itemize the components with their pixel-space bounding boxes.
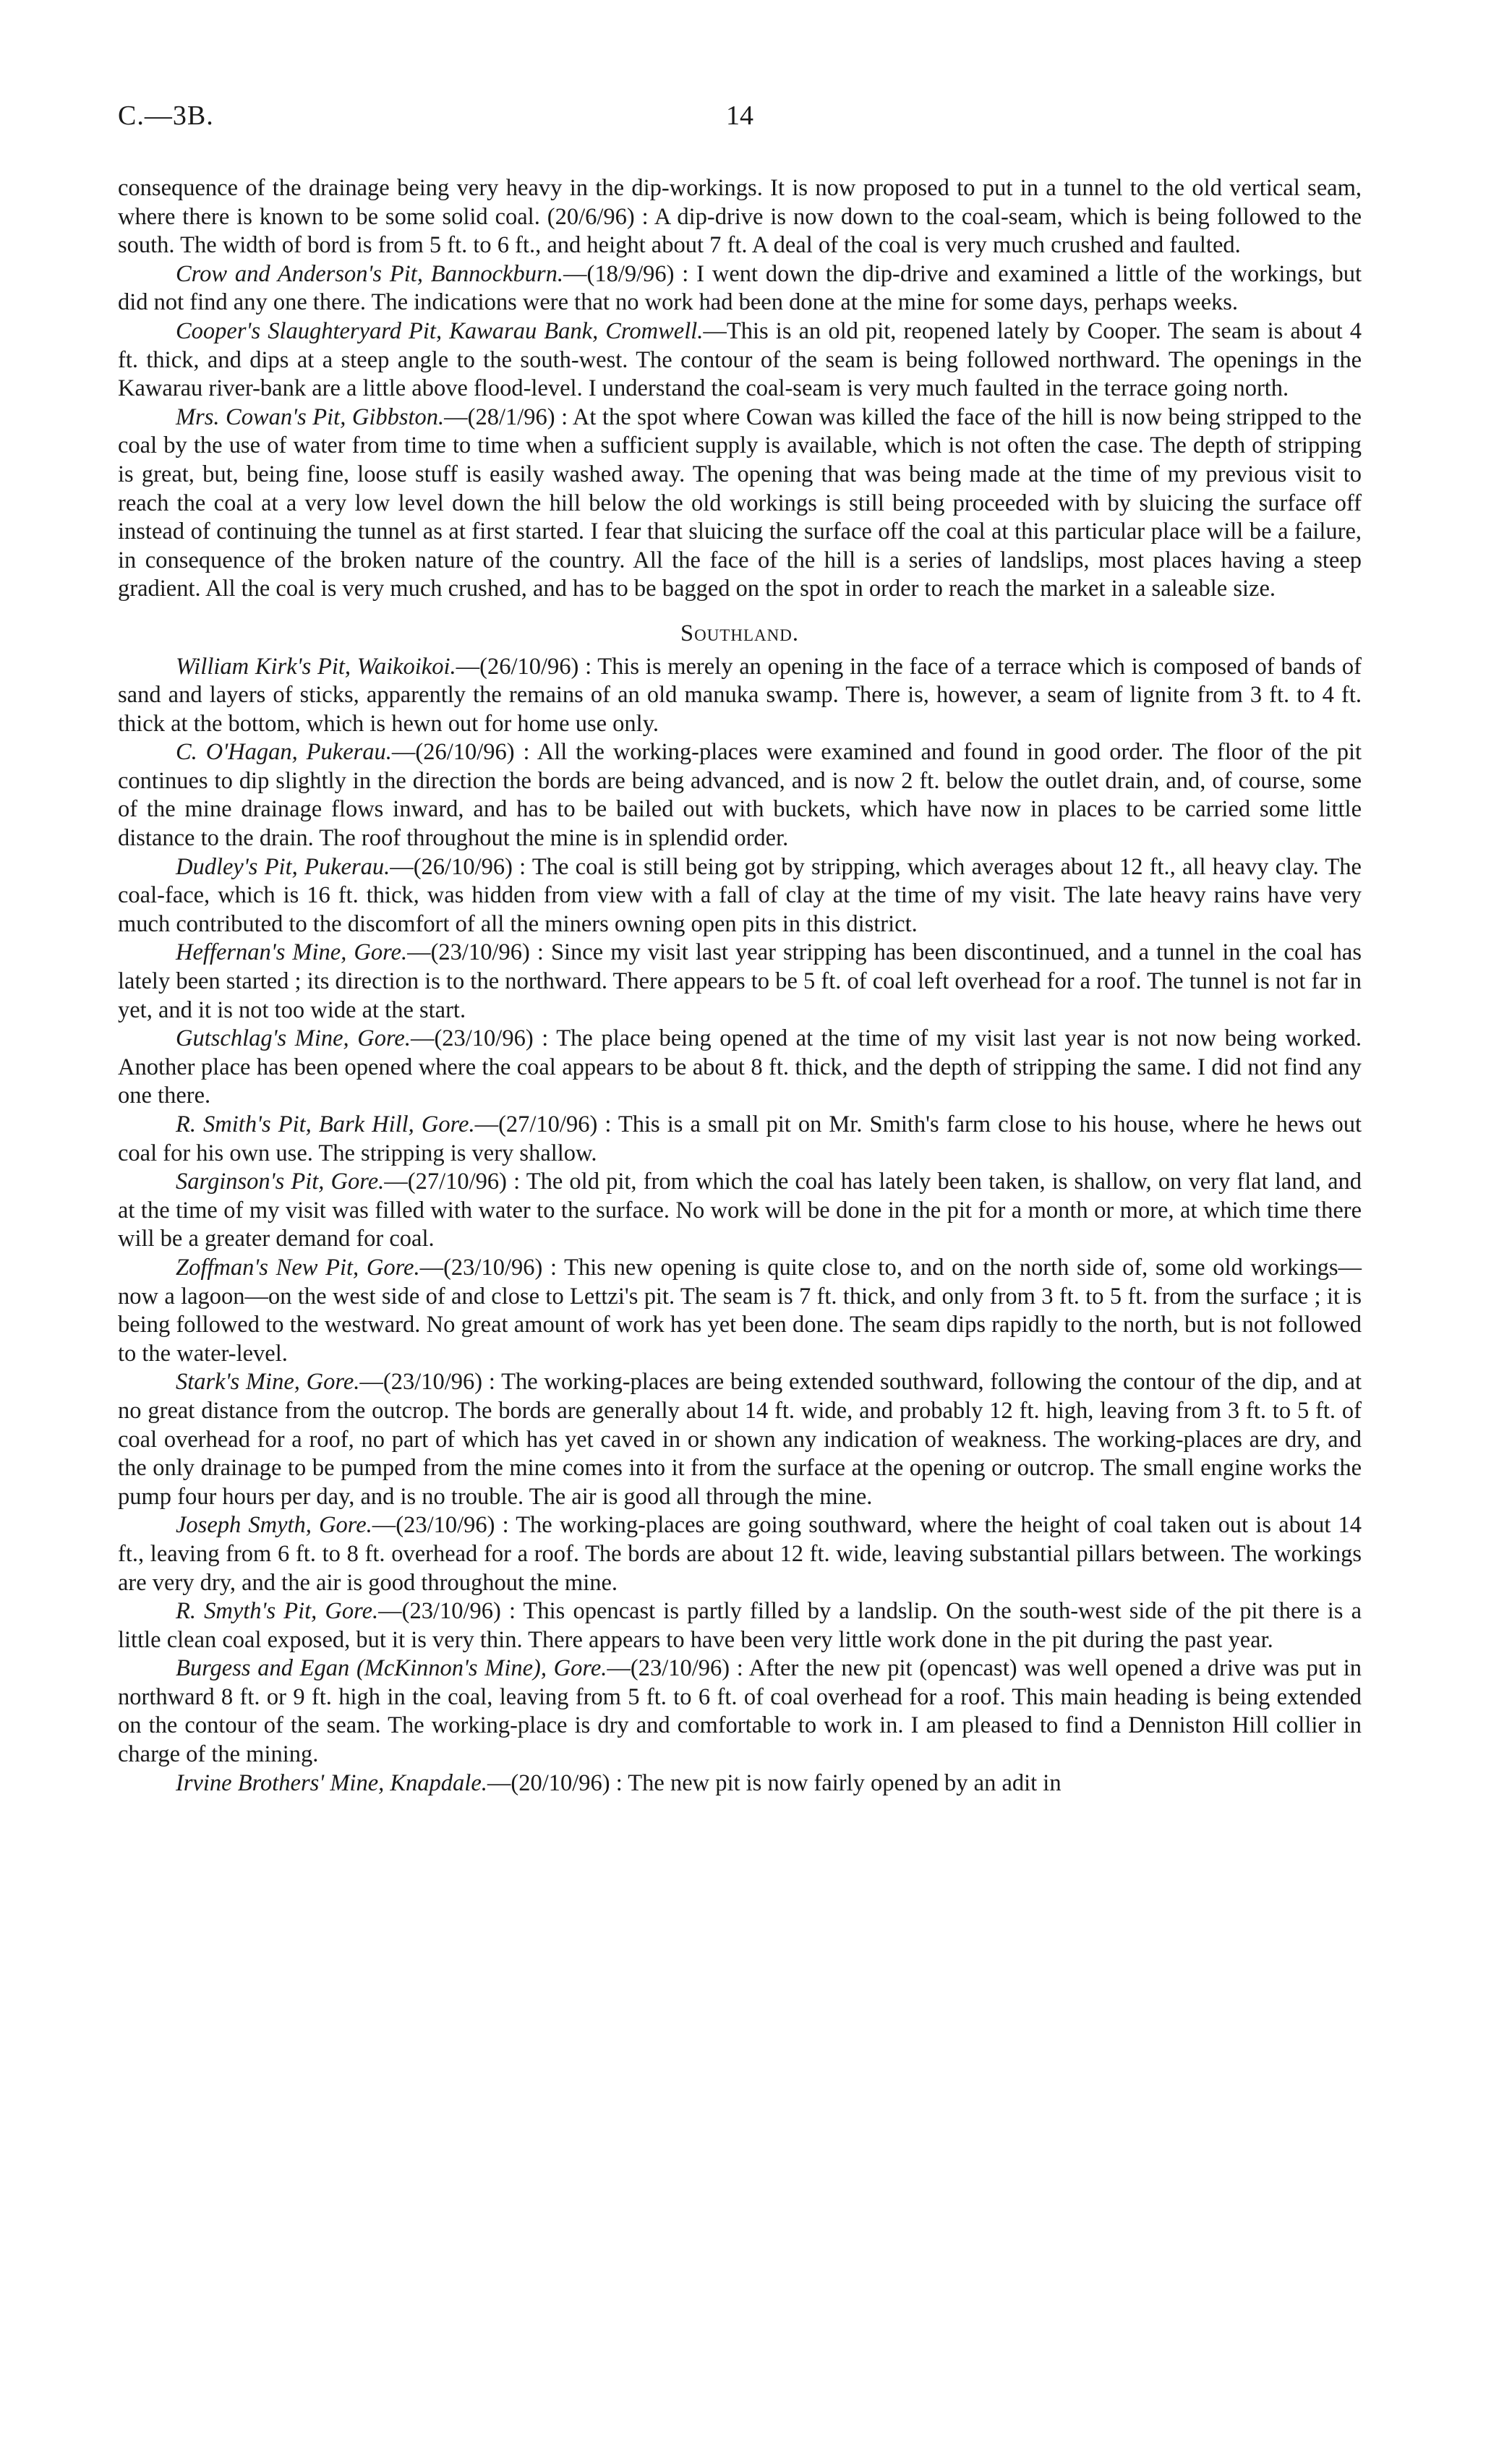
- paragraph-r-smith: [118, 1111, 1362, 1168]
- paragraph-crow-anderson: [118, 260, 1362, 317]
- paragraph-continuation: consequence of the drainage being very heavy in the dip-workings. It is now proposed to put in a tunnel to the old vertical seam, where there is known to be some solid coal. (20/6/96) : A dip-drive is now down to the coal-seam, which is being followed to the south. The width of bord is from 5 ft. to 6 ft., and height about 7 ft. A deal of the coal is very much crushed and faulted.: [118, 175, 1362, 259]
- paragraph-title: R. Smith's Pit, Bark Hill, Gore.: [176, 1111, 475, 1137]
- paragraph-text: —(23/10/96) : The working-places are going southward, where the height of coal taken out is about 14 ft., leaving from 6 ft. to 8 ft. overhead for a roof. The bords are about 12 ft. wide, leaving substantial pillars between. The workings are very dry, and the air is good throughout the mine.: [118, 1512, 1362, 1596]
- paragraph-joseph-smyth: [118, 1511, 1362, 1597]
- page-reference: C.—3B.: [118, 101, 214, 131]
- paragraph-text: —(18/9/96) : I went down the dip-drive and examined a little of the workings, but did not find any one there. The indications were that no work had been done at the mine for some days, perhaps weeks.: [118, 260, 1362, 316]
- paragraph-heffernan: [118, 939, 1362, 1025]
- paragraph-cowan: [118, 403, 1362, 604]
- southland-paragraphs: [118, 653, 1362, 1798]
- paragraph-burgess-egan: [118, 1654, 1362, 1769]
- page-number: 14: [726, 101, 753, 131]
- paragraph-title: Crow and Anderson's Pit, Bannockburn.: [176, 260, 564, 287]
- paragraph-text: —(27/10/96) : The old pit, from which the coal has lately been taken, is shallow, on very flat land, and at the time of my visit was filled with water to the surface. No work will be done in the pit for a month or more, at which time there will be a greater demand for coal.: [118, 1169, 1362, 1252]
- paragraph-text: —(20/10/96) : The new pit is now fairly opened by an adit in: [487, 1769, 1062, 1796]
- paragraph-cooper: [118, 317, 1362, 403]
- paragraph-r-smyth: [118, 1597, 1362, 1654]
- paragraph-text: —(26/10/96) : This is merely an opening in the face of a terrace which is composed of bands of sand and layers of sticks, apparently the remains of an old manuka swamp. There is, however, a seam of lignite from 3 ft. to 4 ft. thick at the bottom, which is hewn out for home use only.: [118, 653, 1362, 737]
- paragraph-text: —(26/10/96) : All the working-places were examined and found in good order. The floor of the pit continues to dip slightly in the direction the bords are being advanced, and is now 2 ft. below the outlet drain, and, of course, some of the mine drainage flows inward, and has to be bailed out with buckets, which have now in places to be carried some little distance to the drain. The roof throughout the mine is in splendid order.: [118, 739, 1362, 852]
- paragraph-title: R. Smyth's Pit, Gore.: [176, 1598, 379, 1625]
- paragraph-text: —(23/10/96) : The place being opened at the time of my visit last year is not now being worked. Another place has been opened where the coal appears to be about 8 ft. thick, and the depth of stripping the same. I did not find any one there.: [118, 1025, 1362, 1109]
- paragraph-gutschlag: [118, 1025, 1362, 1111]
- document-body: [118, 174, 1362, 1798]
- paragraph-title: C. O'Hagan, Pukerau.: [176, 739, 392, 766]
- paragraph-text: —(23/10/96) : Since my visit last year stripping has been discontinued, and a tunnel in the coal has lately been started ; its direction is to the northward. There appears to be 5 ft. of coal left overhead for a roof. The tunnel is not far in yet, and it is not too wide at the start.: [118, 939, 1362, 1023]
- paragraph-text: —This is an old pit, reopened lately by Cooper. The seam is about 4 ft. thick, and dips at a steep angle to the south-west. The contour of the seam is being followed northward. The openings in the Kawarau river-bank are a little above flood-level. I understand the coal-seam is very much faulted in the terrace going north.: [118, 317, 1362, 402]
- paragraph-title: Zoffman's New Pit, Gore.: [176, 1254, 420, 1281]
- paragraph-text: —(26/10/96) : The coal is still being got by stripping, which averages about 12 ft., all heavy clay. The coal-face, which is 16 ft. thick, was hidden from view with a fall of clay at the time of my visit. The late heavy rains have very much contributed to the discomfort of all the miners owning open pits in this district.: [118, 853, 1362, 937]
- paragraph-text: —(23/10/96) : The working-places are being extended southward, following the contour of the dip, and at no great distance from the outcrop. The bords are generally about 14 ft. wide, and probably 12 ft. high, leaving from 3 ft. to 5 ft. of coal overhead for a roof, no part of which has yet caved in or shown any indication of weakness. The working-places are dry, and the only drainage to be pumped from the mine comes into it from the surface at the opening or outcrop. The small engine works the pump four hours per day, and is no trouble. The air is good all through the mine.: [118, 1369, 1362, 1510]
- page-header: [118, 100, 1362, 136]
- paragraph-dudley: [118, 853, 1362, 939]
- paragraph-title: Burgess and Egan (McKinnon's Mine), Gore.: [176, 1655, 607, 1682]
- paragraph-zoffman: [118, 1254, 1362, 1368]
- paragraph-text: —(23/10/96) : This new opening is quite close to, and on the north side of, some old workings—now a lagoon—on the west side of and close to Lettzi's pit. The seam is 7 ft. thick, and only from 3 ft. to 5 ft. from the surface ; it is being followed to the westward. No great amount of work has yet been done. The seam dips rapidly to the north, but is not followed to the water-level.: [118, 1254, 1362, 1367]
- paragraph-text: —(23/10/96) : This opencast is partly filled by a landslip. On the south-west side of the pit there is a little clean coal exposed, but it is very thin. There appears to have been very little work done in the pit during the past year.: [118, 1598, 1362, 1653]
- paragraph-title: Mrs. Cowan's Pit, Gibbston.: [176, 403, 445, 430]
- top-paragraphs: [118, 174, 1362, 604]
- paragraph-title: Sarginson's Pit, Gore.: [176, 1169, 385, 1195]
- paragraph-title: Dudley's Pit, Pukerau.: [176, 853, 390, 880]
- section-heading: Southland.: [680, 620, 799, 646]
- paragraph-title: Heffernan's Mine, Gore.: [176, 939, 408, 966]
- paragraph-sarginson: [118, 1168, 1362, 1254]
- paragraph-title: Irvine Brothers' Mine, Knapdale.: [176, 1769, 487, 1796]
- paragraph-text: —(28/1/96) : At the spot where Cowan was killed the face of the hill is now being stripped to the coal by the use of water from time to time when a sufficient supply is available, which is not often the case. The depth of stripping is great, but, being fine, loose stuff is easily washed away. The opening that was being made at the time of my previous visit to reach the coal at a very low level down the hill below the old workings is still being proceeded with by sluicing the surface off instead of continuing the tunnel as at first started. I fear that sluicing the surface off the coal at this particular place will be a failure, in consequence of the broken nature of the country. All the face of the hill is a series of landslips, most places having a steep gradient. All the coal is very much crushed, and has to be bagged on the spot in order to reach the market in a saleable size.: [118, 403, 1362, 602]
- paragraph-text: —(27/10/96) : This is a small pit on Mr. Smith's farm close to his house, where he hews out coal for his own use. The stripping is very shallow.: [118, 1111, 1362, 1166]
- paragraph-text: —(23/10/96) : After the new pit (opencast) was well opened a drive was put in northward 8 ft. or 9 ft. high in the coal, leaving from 5 ft. to 6 ft. of coal overhead for a roof. This main heading is being extended on the contour of the seam. The working-place is dry and comfortable to work in. I am pleased to find a Denniston Hill collier in charge of the mining.: [118, 1655, 1362, 1768]
- paragraph-ohagan: [118, 738, 1362, 853]
- paragraph-irvine-brothers: [118, 1769, 1362, 1798]
- paragraph-stark: [118, 1368, 1362, 1511]
- paragraph-title: Gutschlag's Mine, Gore.: [176, 1025, 411, 1052]
- paragraph-kirk: [118, 653, 1362, 739]
- paragraph-title: Joseph Smyth, Gore.: [176, 1512, 372, 1539]
- paragraph-title: William Kirk's Pit, Waikoikoi.: [176, 653, 456, 680]
- paragraph-title: Stark's Mine, Gore.: [176, 1369, 360, 1396]
- paragraph-title: Cooper's Slaughteryard Pit, Kawarau Bank, Cromwell.: [176, 317, 704, 344]
